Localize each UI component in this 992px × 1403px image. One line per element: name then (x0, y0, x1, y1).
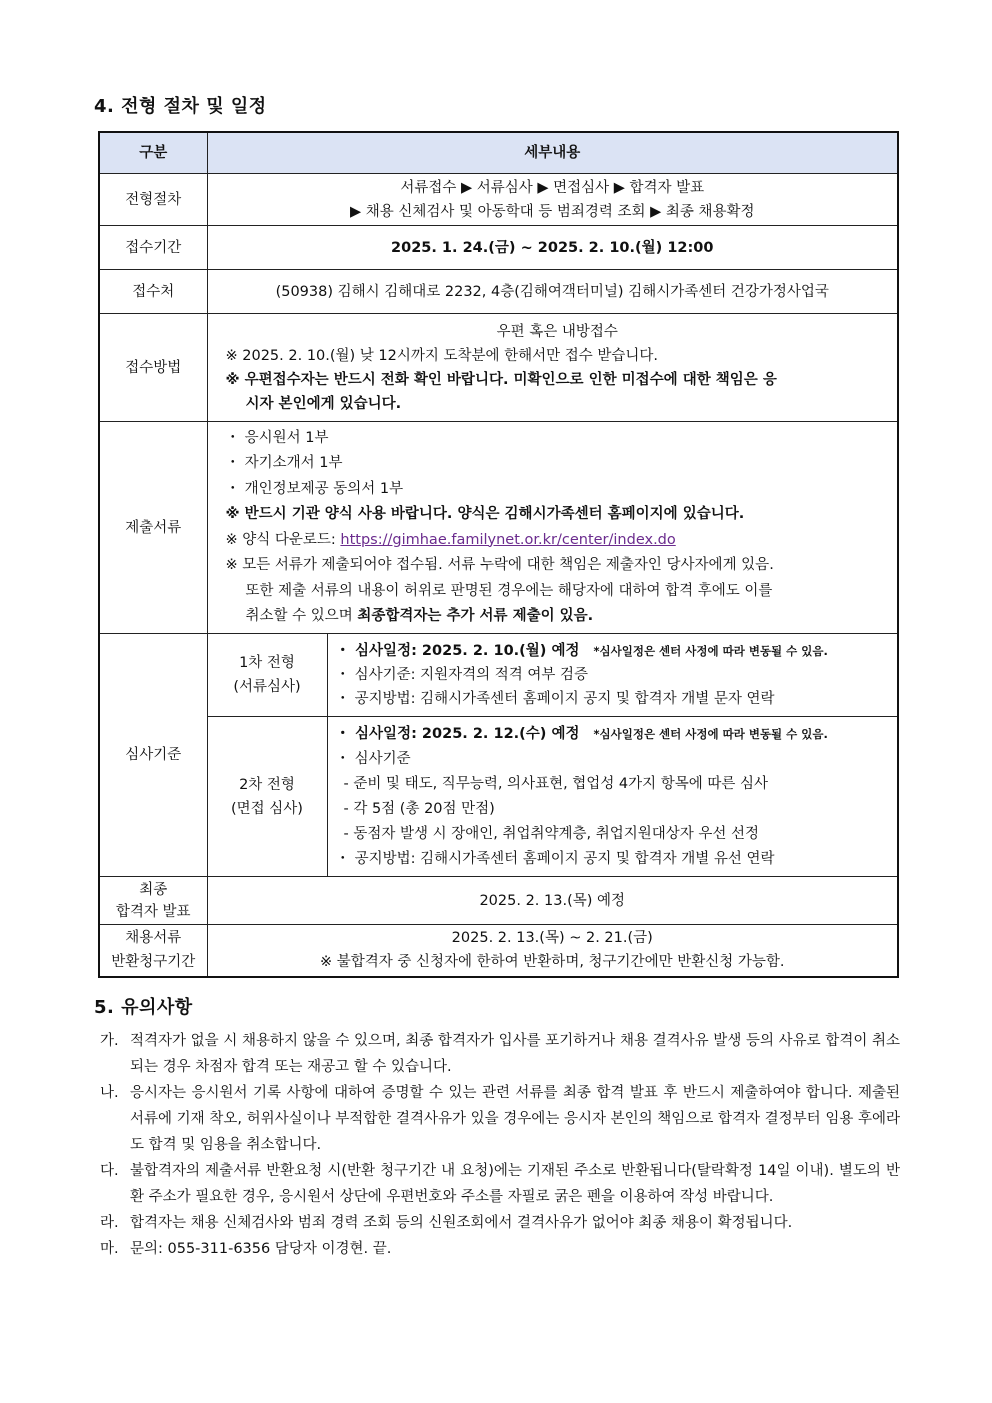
announce-label-2: 합격자 발표 (115, 903, 191, 920)
note-text: 합격자는 채용 신체검사와 범죄 경력 조회 등의 신원조회에서 결격사유가 없어야 최종 채용이 확정됩니다. (130, 1215, 793, 1231)
round2-standard: ・ 심사기준 (335, 750, 411, 767)
row-announce (99, 877, 898, 925)
row-period (99, 226, 898, 270)
procedure-line-2: ▶ 채용 신체검사 및 아동학대 등 범죄경력 조회 ▶ 최종 채용확정 (349, 203, 755, 220)
criteria-label: 심사기준 (99, 634, 207, 877)
doc-item-intro: ・ 자기소개서 1부 (225, 455, 343, 471)
list-item (100, 1236, 900, 1262)
header-details: 세부내용 (207, 132, 898, 174)
method-label: 접수방법 (99, 314, 207, 422)
list-item (100, 1080, 900, 1158)
round1-notice: ・ 공지방법: 김해시가족센터 홈페이지 공지 및 합격자 개별 문자 연락 (335, 691, 775, 707)
note-mark: 가. (100, 1033, 119, 1049)
list-item (100, 1028, 900, 1080)
return-line-2: ※ 불합격자 중 신청자에 한하여 반환하며, 청구기간에만 반환신청 가능함. (320, 954, 785, 971)
round1-standard: ・ 심사기준: 지원자격의 적격 여부 검증 (335, 667, 589, 683)
return-label-2: 반환청구기간 (111, 954, 196, 971)
list-item (100, 1210, 900, 1236)
doc-item-application: ・ 응시원서 1부 (225, 429, 329, 446)
row-criteria-round-2 (99, 717, 898, 877)
round1-schedule-text: ・ 심사일정: 2025. 2. 10.(월) 예정 (335, 643, 580, 659)
notes-list (100, 1028, 900, 1262)
row-documents (99, 422, 898, 634)
row-return (99, 925, 898, 977)
round2-label-1: 2차 전형 (239, 776, 295, 793)
method-line-1: 우편 혹은 내방접수 (496, 323, 618, 340)
procedure-line-1: 서류접수 ▶ 서류심사 ▶ 면접심사 ▶ 합격자 발표 (400, 179, 705, 196)
round1-schedule (336, 639, 892, 663)
round2-schedule-note: *심사일정은 센터 사정에 따라 변동될 수 있음. (593, 726, 828, 741)
row-criteria-round-1 (99, 634, 898, 717)
row-place (99, 270, 898, 314)
note-mark: 나. (100, 1085, 119, 1101)
note-mark: 라. (100, 1215, 119, 1231)
doc-item-warning-3 (226, 604, 890, 630)
round2-notice: ・ 공지방법: 김해시가족센터 홈페이지 공지 및 합격자 개별 유선 연락 (335, 850, 775, 867)
round1-label-2: (서류심사) (233, 679, 301, 695)
warning-3a: 취소할 수 있으며 (245, 608, 358, 624)
row-procedure (99, 174, 898, 226)
announce-label-1: 최종 (139, 881, 168, 898)
period-label: 접수기간 (99, 226, 207, 270)
method-line-3: ※ 우편접수자는 반드시 전화 확인 바랍니다. 미확인으로 인한 미접수에 대한 책임은 응 (225, 371, 777, 388)
place-label: 접수처 (99, 270, 207, 314)
note-mark: 마. (100, 1241, 119, 1257)
round2-schedule (336, 722, 892, 747)
doc-item-warning-1: ※ 모든 서류가 제출되어야 접수됨. 서류 누락에 대한 책임은 제출자인 당사자에게 있음. (225, 557, 774, 573)
round2-sub-3: - 동점자 발생 시 장애인, 취업취약계층, 취업지원대상자 우선 선정 (343, 825, 760, 842)
row-method (99, 314, 898, 422)
doc-item-download (226, 528, 890, 554)
note-text: 불합격자의 제출서류 반환요청 시(반환 청구기간 내 요청)에는 기재된 주소로 반환됩니다(탈락확정 14일 이내). 별도의 반환 주소가 필요한 경우, 응시원서 상단에 우편번호와 주소를 자필로 굵은 펜을 이용하여 작성 바랍니다. (130, 1163, 900, 1205)
list-item (100, 1158, 900, 1210)
announce-value: 2025. 2. 13.(목) 예정 (207, 877, 898, 925)
doc-item-consent: ・ 개인정보제공 동의서 1부 (225, 480, 404, 497)
table-header-row (99, 132, 898, 174)
note-text: 적격자가 없을 시 채용하지 않을 수 있으며, 최종 합격자가 입사를 포기하거나 채용 결격사유 발생 등의 사유로 합격이 취소되는 경우 차점자 합격 또는 재공고 할 수 있습니다. (130, 1033, 900, 1075)
warning-3b: 최종합격자는 추가 서류 제출이 있음. (357, 608, 594, 624)
method-line-2: ※ 2025. 2. 10.(월) 낮 12시까지 도착분에 한해서만 접수 받습니다. (225, 347, 659, 364)
round2-sub-1: - 준비 및 태도, 직무능력, 의사표현, 협업성 4가지 항목에 따른 심사 (343, 775, 769, 792)
doc-item-warning-2: 또한 제출 서류의 내용이 허위로 판명된 경우에는 해당자에 대하여 합격 후에도 이를 (245, 582, 773, 599)
return-label-1: 채용서류 (125, 930, 182, 947)
return-line-1: 2025. 2. 13.(목) ~ 2. 21.(금) (451, 930, 653, 947)
download-prefix: ※ 양식 다운로드: (225, 531, 341, 548)
round1-label-1: 1차 전형 (239, 655, 295, 671)
place-value: (50938) 김해시 김해대로 2232, 4층(김해여객터미널) 김해시가족센터 건강가정사업국 (207, 270, 898, 314)
method-line-4: 시자 본인에게 있습니다. (245, 395, 402, 412)
section-4-title: 4. 전형 절차 및 일정 (94, 96, 267, 117)
recruitment-schedule-table (98, 131, 899, 978)
round2-schedule-text: ・ 심사일정: 2025. 2. 12.(수) 예정 (335, 725, 580, 742)
round1-schedule-note: *심사일정은 센터 사정에 따라 변동될 수 있음. (593, 644, 828, 658)
procedure-label: 전형절차 (99, 174, 207, 226)
doc-item-form-notice: ※ 반드시 기관 양식 사용 바랍니다. 양식은 김해시가족센터 홈페이지에 있습니다. (225, 506, 745, 522)
header-category: 구분 (99, 132, 207, 174)
section-5-title: 5. 유의사항 (94, 997, 193, 1018)
documents-label: 제출서류 (99, 422, 207, 634)
note-mark: 다. (100, 1163, 119, 1179)
note-text: 문의: 055-311-6356 담당자 이경현. 끝. (130, 1241, 392, 1257)
download-link[interactable]: https://gimhae.familynet.or.kr/center/index.do (340, 531, 676, 548)
round2-sub-2: - 각 5점 (총 20점 만점) (343, 800, 495, 817)
note-text: 응시자는 응시원서 기록 사항에 대하여 증명할 수 있는 관련 서류를 최종 합격 발표 후 반드시 제출하여야 합니다. 제출된 서류에 기재 착오, 허위사실이나 부적합한 결격사유가 있을 경우에는 응시자 본인의 책임으로 합격자 결정부터 임용 후에라도 합격 및 임용을 취소합니다. (130, 1085, 900, 1153)
period-value: 2025. 1. 24.(금) ~ 2025. 2. 10.(월) 12:00 (207, 226, 898, 270)
round2-label-2: (면접 심사) (231, 800, 303, 817)
